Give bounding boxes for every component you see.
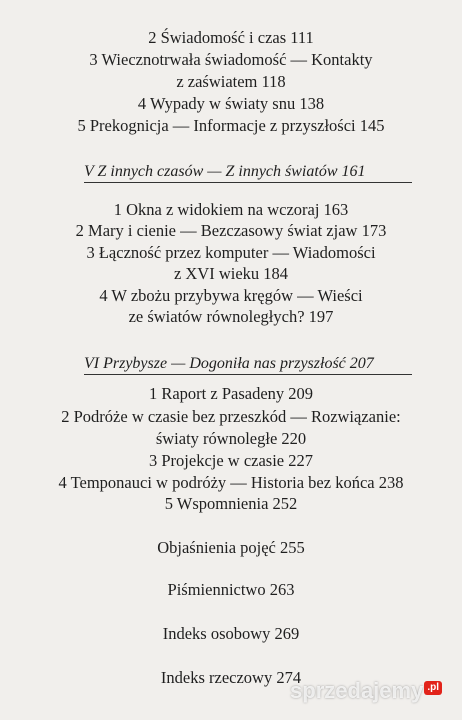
toc-entry-continuation: z zaświatem 118 [176,72,286,91]
toc-entry: 2 Mary i cienie — Bezczasowy świat zjaw 173 [75,221,387,240]
toc-entry: 3 Łączność przez komputer — Wiadomości [86,243,376,262]
toc-entry-glossary: Objaśnienia pojęć 255 [157,538,305,557]
toc-entry: 5 Wspomnienia 252 [164,494,298,513]
toc-entry: 5 Prekognicja — Informacje z przyszłości 145 [77,116,385,135]
toc-entry: 4 Wypady w światy snu 138 [137,94,325,113]
section-heading-v: V Z innych czasów — Z innych światów 161 [84,162,412,183]
toc-entry-continuation: światy równoległe 220 [155,429,307,448]
toc-entry-index-subjects: Indeks rzeczowy 274 [160,668,302,687]
toc-entry: 3 Projekcje w czasie 227 [148,451,314,470]
toc-entry: 3 Wiecznotrwała świadomość — Kontakty [89,50,373,69]
toc-entry: 1 Raport z Pasadeny 209 [148,384,314,403]
toc-entry: 4 W zbożu przybywa kręgów — Wieści [99,286,363,305]
toc-entry-continuation: z XVI wieku 184 [173,264,289,283]
toc-entry: 2 Podróże w czasie bez przeszkód — Rozwiązanie: [61,407,401,426]
toc-entry: 2 Świadomość i czas 111 [148,28,314,47]
toc-entry-index-persons: Indeks osobowy 269 [162,624,300,643]
toc-entry: 1 Okna z widokiem na wczoraj 163 [113,200,349,219]
toc-entry: 4 Temponauci w podróży — Historia bez końca 238 [58,473,404,492]
toc-entry-bibliography: Piśmiennictwo 263 [167,580,295,599]
section-heading-vi: VI Przybysze — Dogoniła nas przyszłość 207 [84,354,412,375]
toc-entry-continuation: ze światów równoległych? 197 [128,307,334,326]
sprzedajemy-watermark-logo: sprzedajemy .pl [290,678,442,704]
